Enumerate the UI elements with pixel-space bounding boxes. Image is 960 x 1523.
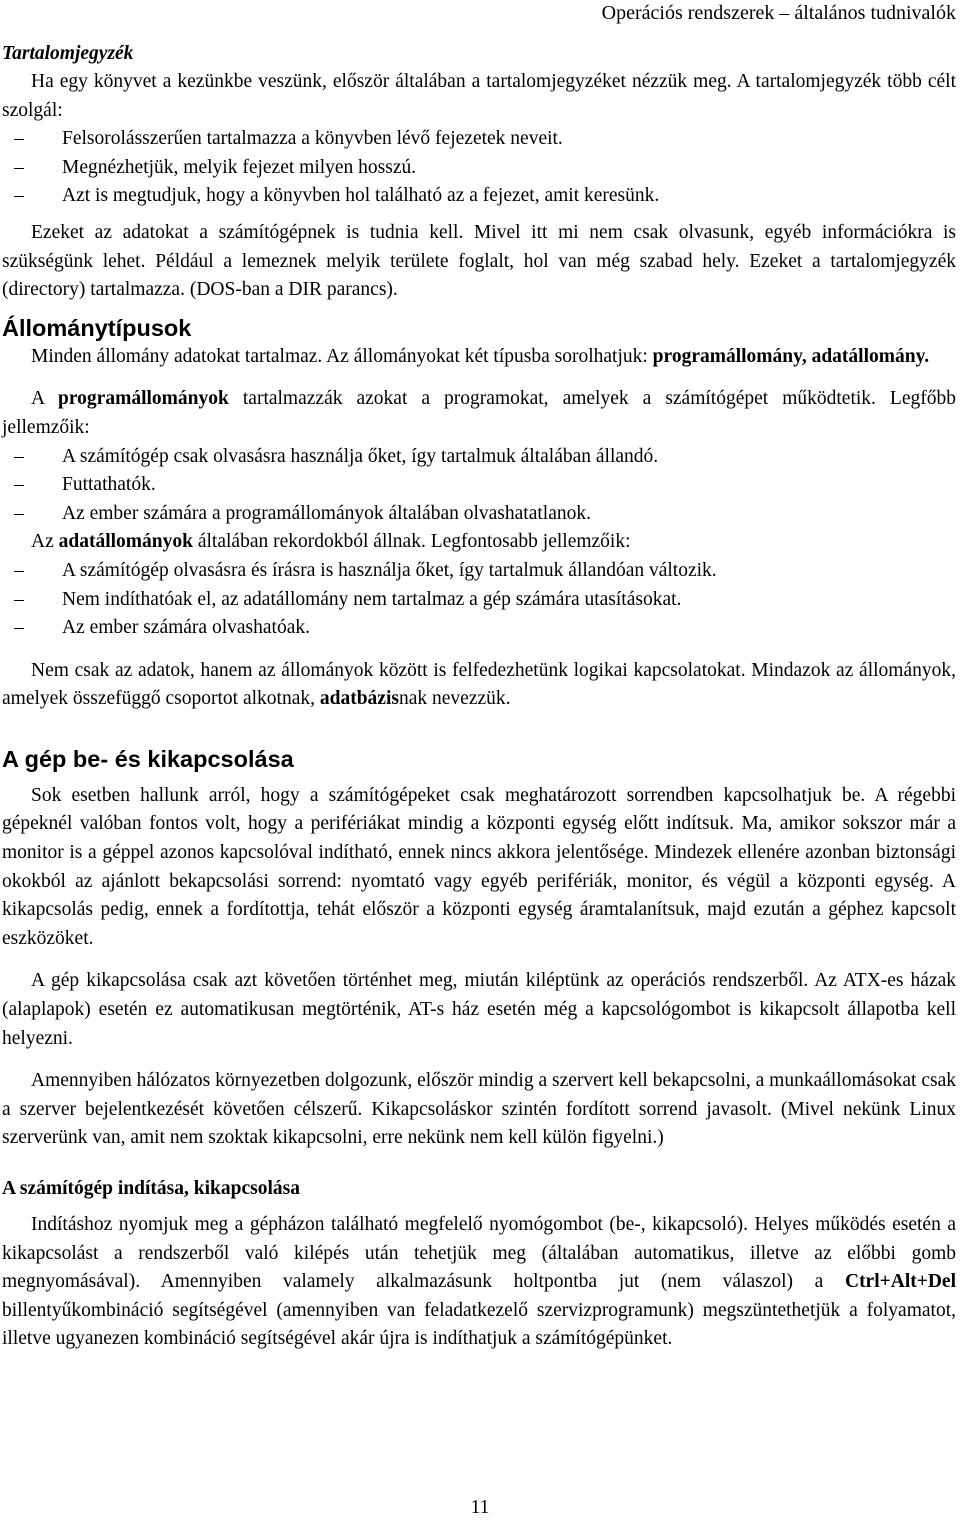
toc-bullet-list xyxy=(2,125,956,211)
startup-paragraph xyxy=(2,1211,956,1354)
list-item-text: Nem indíthatóak el, az adatállomány nem tartalmaz a gép számára utasításokat. xyxy=(62,588,682,610)
text: tartalmazzák azokat a programokat, amelyek a számítógépet működtetik. Legfőbb jellemzőik: xyxy=(2,388,956,438)
data-files-bullet-list xyxy=(2,557,956,643)
bold-term: adatállományok xyxy=(58,531,193,553)
power-order-paragraph: Sok esetben hallunk arról, hogy a számítógépeket csak meghatározott sorrendben kapcsolhatjuk be. A régebbi gépeknél valóban fontos volt, hogy a perifériákat mindig a központi egység előtt indítsuk. Ma, amikor sokszor már a monitor is a géppel azonos kapcsolóval indítható, ennek nincs akkora jelentősége. Mindezek ellenére azonban biztonsági okokból az ajánlott bekapcsolási sorrend: nyomtató vagy egyéb perifériák, monitor, és végül a központi egység. A kikapcsolás pedig, ennek a fordítottja, tehát először a központi egység áramtalanítsuk, majd ezután a géphez kapcsolt eszközöket. xyxy=(2,784,956,949)
text: Indításhoz nyomjuk meg a gépházon található megfelelő nyomógombot (be-, kikapcsoló). Helyes működés esetén a kikapcsolást a rendszerből való kilépés után tehetjük meg (általában automatikus, illetve az előbbi gomb megnyomásával). Amennyiben valamely alkalmazásunk holtpontba jut (nem válaszol) a xyxy=(2,1214,956,1293)
network-paragraph: Amennyiben hálózatos környezetben dolgozunk, először mindig a szervert kell bekapcsolni, a munkaállomásokat csak a szerver bejelentkezését követően célszerű. Kikapcsoláskor szintén fordított sorrend javasolt. (Mivel nekünk Linux szerverünk van, amit nem szoktak kikapcsolni, erre nekünk nem kell külön figyelni.) xyxy=(2,1070,956,1149)
list-item-text: Az ember számára a programállományok általában olvashatatlanok. xyxy=(62,502,591,524)
bold-term: adatbázis xyxy=(319,688,399,710)
text: Nem csak az adatok, hanem az állományok között is felfedezhetünk logikai kapcsolatokat. Mindazok az állományok, amelyek összefüggő csoportot alkotnak, xyxy=(2,659,956,710)
bold-term: programállományok xyxy=(58,388,229,410)
dash-marker: – xyxy=(14,617,24,639)
toc-directory-paragraph: Ezeket az adatokat a számítógépnek is tudnia kell. Mivel itt mi nem csak olvasunk, egyéb információkra is szükségünk lehet. Például a lemeznek melyik területe foglalt, hol van még szabad hely. Ezeket a tartalomjegyzék (directory) tartalmazza. (DOS-ban a DIR parancs). xyxy=(2,221,956,301)
list-item-text: Megnézhetjük, melyik fejezet milyen hosszú. xyxy=(62,156,417,178)
dash-marker: – xyxy=(14,502,24,524)
list-item-text: A számítógép csak olvasásra használja őket, így tartalmuk általában állandó. xyxy=(62,445,659,467)
heading-power-on-off: A gép be- és kikapcsolása xyxy=(2,745,294,772)
data-files-paragraph xyxy=(2,528,956,557)
text: A xyxy=(31,388,45,410)
heading-computer-startup: A számítógép indítása, kikapcsolása xyxy=(2,1178,300,1199)
list-item xyxy=(2,586,956,615)
dash-marker: – xyxy=(14,128,24,150)
list-item-text: Futtathatók. xyxy=(62,474,156,496)
list-item xyxy=(2,443,956,472)
file-types-intro-paragraph xyxy=(2,343,956,372)
text: Az xyxy=(31,531,54,553)
dash-marker: – xyxy=(14,588,24,610)
dash-marker: – xyxy=(14,559,24,581)
dash-marker: – xyxy=(14,185,24,207)
program-files-paragraph xyxy=(2,385,956,442)
list-item xyxy=(2,154,956,183)
list-item xyxy=(2,471,956,500)
running-header: Operációs rendszerek – általános tudnivalók xyxy=(601,2,956,24)
intro-text: Minden állomány adatokat tartalmaz. Az állományokat két típusba sorolhatjuk: xyxy=(31,345,648,367)
text: billentyűkombináció segítségével (amennyiben van feladatkezelő szervizprogramunk) megszüntethetjük a folyamatot, illetve ugyanezen kombináció segítségével akár újra is indíthatjuk a számítógépünket. xyxy=(2,1299,956,1350)
dash-marker: – xyxy=(14,445,24,467)
shutdown-paragraph: A gép kikapcsolása csak azt követően történhet meg, miután kiléptünk az operációs rendszerből. Az ATX-es házak (alaplapok) esetén ez automatikusan megtörténik, AT-s ház esetén még a kapcsológombot is kikapcsolt állapotba kell helyezni. xyxy=(2,970,956,1049)
list-item-text: Felsorolásszerűen tartalmazza a könyvben lévő fejezetek neveit. xyxy=(62,128,563,150)
list-item xyxy=(2,614,956,643)
bold-term: Ctrl+Alt+Del xyxy=(844,1271,957,1293)
list-item xyxy=(2,557,956,586)
list-item-text: Az ember számára olvashatóak. xyxy=(62,617,310,639)
dash-marker: – xyxy=(14,474,24,496)
page-number: 11 xyxy=(470,1497,490,1518)
text: nak nevezzük. xyxy=(398,688,511,710)
program-files-bullet-list xyxy=(2,443,956,529)
heading-table-of-contents: Tartalomjegyzék xyxy=(2,43,134,64)
list-item xyxy=(2,125,956,154)
dash-marker: – xyxy=(14,156,24,178)
intro-bold-text: programállomány, adatállomány. xyxy=(652,345,930,367)
heading-file-types: Állománytípusok xyxy=(2,314,192,341)
database-paragraph xyxy=(2,657,956,714)
list-item-text: A számítógép olvasásra és írásra is használja őket, így tartalmuk állandóan változik. xyxy=(62,559,717,581)
text: általában rekordokból állnak. Legfontosabb jellemzőik: xyxy=(197,531,631,553)
list-item xyxy=(2,500,956,529)
toc-intro-paragraph: Ha egy könyvet a kezünkbe veszünk, először általában a tartalomjegyzéket nézzük meg. A tartalomjegyzék több célt szolgál: xyxy=(2,71,956,121)
page-content xyxy=(2,40,956,1354)
list-item-text: Azt is megtudjuk, hogy a könyvben hol található az a fejezet, amit keresünk. xyxy=(62,185,660,207)
list-item xyxy=(2,182,956,211)
